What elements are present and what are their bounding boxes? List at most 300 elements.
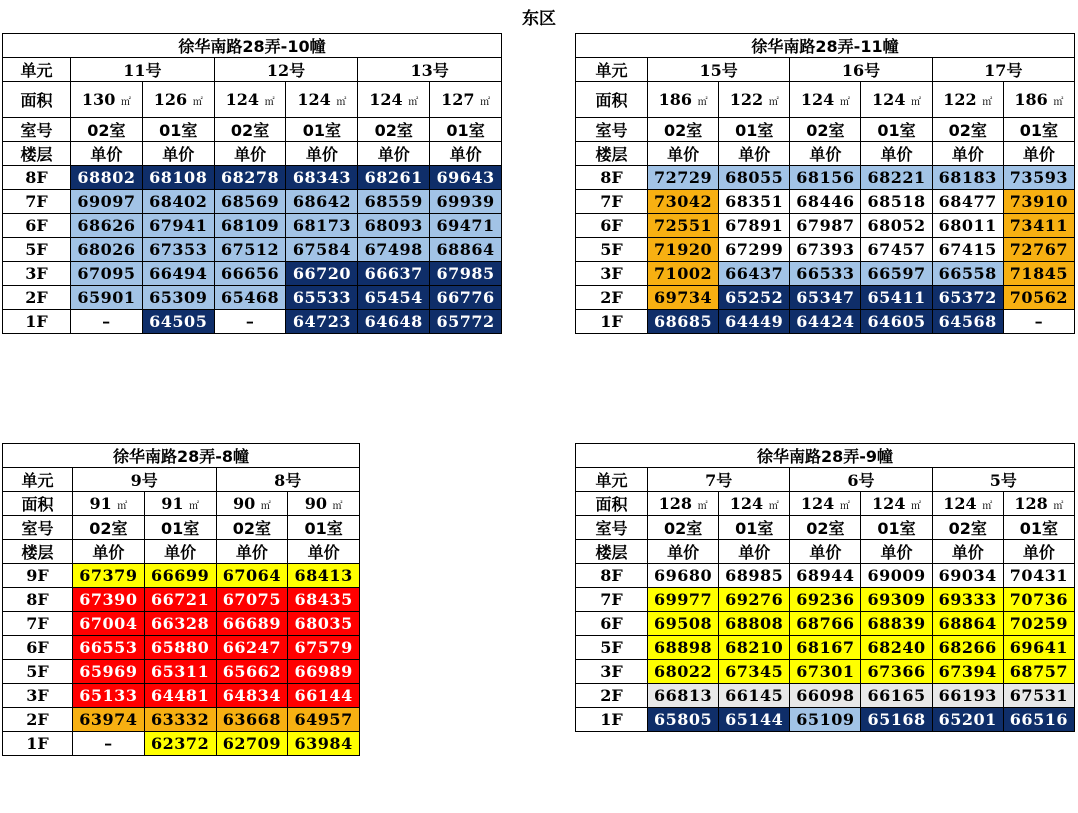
building-9-table [575, 443, 1075, 732]
price-cell: 68093 [358, 214, 430, 238]
floor-row [3, 732, 360, 756]
price-cell: 69236 [790, 588, 861, 612]
floor-row [576, 190, 1075, 214]
room-row [3, 516, 360, 540]
room-cell: 02室 [648, 118, 719, 142]
price-cell: 69641 [1003, 636, 1074, 660]
area-unit: ㎡ [120, 97, 131, 108]
room-cell: 01室 [1003, 118, 1074, 142]
area-label: 面积 [576, 82, 648, 118]
area-cell [648, 82, 719, 118]
floor-cell: 3F [576, 262, 648, 286]
price-cell: 66699 [144, 564, 216, 588]
price-cell: 66776 [430, 286, 502, 310]
price-cell: 69508 [648, 612, 719, 636]
price-cell: 69309 [861, 588, 932, 612]
price-cell: 69680 [648, 564, 719, 588]
floor-cell: 9F [3, 564, 73, 588]
room-label: 室号 [3, 118, 71, 142]
building-8-table [2, 443, 360, 756]
price-cell: 66193 [932, 684, 1003, 708]
unit-price-label: 单价 [719, 142, 790, 166]
price-cell: 66813 [648, 684, 719, 708]
price-cell: 62372 [144, 732, 216, 756]
area-cell [286, 82, 358, 118]
price-cell: 72551 [648, 214, 719, 238]
area-row [576, 492, 1075, 516]
price-cell: 65109 [790, 708, 861, 732]
price-cell: – [1003, 310, 1074, 334]
floor-label: 楼层 [3, 142, 71, 166]
area-unit: ㎡ [768, 501, 779, 512]
zone-title: 东区 [522, 9, 556, 29]
unit-cell: 15号 [648, 58, 790, 82]
price-cell: 65662 [216, 660, 288, 684]
area-cell [719, 492, 790, 516]
unit-price-label: 单价 [861, 142, 932, 166]
area-unit: ㎡ [408, 97, 419, 108]
room-cell: 02室 [790, 118, 861, 142]
price-cell: 68569 [214, 190, 286, 214]
area-cell [790, 492, 861, 516]
price-cell: 69643 [430, 166, 502, 190]
area-unit: ㎡ [911, 501, 922, 512]
floor-cell: 7F [576, 190, 648, 214]
area-cell [216, 492, 288, 516]
price-cell: 67366 [861, 660, 932, 684]
room-cell: 01室 [142, 118, 214, 142]
building-11-table [575, 33, 1075, 334]
price-cell: 66721 [144, 588, 216, 612]
unit-cell: 16号 [790, 58, 932, 82]
price-cell: 67985 [430, 262, 502, 286]
floor-cell: 8F [3, 166, 71, 190]
floor-cell: 6F [576, 214, 648, 238]
price-rows [576, 564, 1075, 732]
floor-cell: 3F [576, 660, 648, 684]
title-row [3, 34, 502, 58]
area-cell [1003, 492, 1074, 516]
area-value: 90 [232, 494, 256, 513]
floor-row [576, 310, 1075, 334]
area-cell [861, 492, 932, 516]
room-cell: 01室 [144, 516, 216, 540]
unit-price-label: 单价 [932, 540, 1003, 564]
price-cell: 64568 [932, 310, 1003, 334]
floor-cell: 1F [3, 732, 73, 756]
area-row [3, 82, 502, 118]
floor-row [576, 660, 1075, 684]
floor-cell: 8F [576, 564, 648, 588]
price-cell: 67075 [216, 588, 288, 612]
price-cell: 66533 [790, 262, 861, 286]
area-value: 91 [89, 494, 112, 513]
price-cell: 65252 [719, 286, 790, 310]
floor-cell: 6F [3, 214, 71, 238]
room-label: 室号 [576, 118, 648, 142]
area-cell [932, 492, 1003, 516]
price-cell: 66247 [216, 636, 288, 660]
price-cell: 67064 [216, 564, 288, 588]
price-cell: 65411 [861, 286, 932, 310]
area-value: 124 [800, 494, 835, 513]
floor-row [3, 190, 502, 214]
price-cell: 66553 [73, 636, 145, 660]
area-value: 124 [872, 90, 906, 109]
price-cell: 64957 [288, 708, 360, 732]
unit-label: 单元 [3, 58, 71, 82]
floor-cell: 1F [3, 310, 71, 334]
room-cell: 01室 [719, 118, 790, 142]
area-label: 面积 [3, 492, 73, 516]
area-unit: ㎡ [982, 97, 993, 108]
floor-row [3, 684, 360, 708]
area-unit: ㎡ [260, 501, 271, 512]
floor-row [576, 564, 1075, 588]
room-label: 室号 [576, 516, 648, 540]
area-unit: ㎡ [336, 97, 347, 108]
unit-price-label: 单价 [648, 540, 719, 564]
area-unit: ㎡ [697, 97, 708, 108]
unit-label: 单元 [3, 468, 73, 492]
unit-price-label: 单价 [1003, 142, 1074, 166]
floor-header-row [3, 540, 360, 564]
price-rows [3, 166, 502, 334]
area-cell [719, 82, 790, 118]
room-cell: 01室 [286, 118, 358, 142]
price-cell: 69333 [932, 588, 1003, 612]
unit-price-label: 单价 [288, 540, 360, 564]
floor-cell: 5F [576, 636, 648, 660]
area-value: 128 [1014, 494, 1048, 513]
table-title: 徐华南路28弄-11幢 [576, 34, 1075, 58]
area-unit: ㎡ [697, 501, 708, 512]
unit-price-label: 单价 [73, 540, 145, 564]
area-unit: ㎡ [839, 501, 850, 512]
floor-row [3, 564, 360, 588]
unit-cell: 7号 [648, 468, 790, 492]
price-cell: 65201 [932, 708, 1003, 732]
area-cell [932, 82, 1003, 118]
price-cell: 65168 [861, 708, 932, 732]
price-cell: 68864 [932, 612, 1003, 636]
title-row [3, 444, 360, 468]
price-cell: 67394 [932, 660, 1003, 684]
floor-row [3, 588, 360, 612]
room-cell: 02室 [214, 118, 286, 142]
floor-cell: 5F [3, 660, 73, 684]
floor-label: 楼层 [3, 540, 73, 564]
price-cell: 72767 [1003, 238, 1074, 262]
area-cell [142, 82, 214, 118]
price-cell: 68944 [790, 564, 861, 588]
price-cell: 66720 [286, 262, 358, 286]
floor-cell: 6F [3, 636, 73, 660]
price-cell: 68109 [214, 214, 286, 238]
unit-price-label: 单价 [1003, 540, 1074, 564]
area-value: 124 [872, 494, 906, 513]
price-cell: 63984 [288, 732, 360, 756]
price-cell: 67987 [790, 214, 861, 238]
price-cell: 67415 [932, 238, 1003, 262]
price-cell: 68435 [288, 588, 360, 612]
price-cell: 66145 [719, 684, 790, 708]
room-cell: 02室 [790, 516, 861, 540]
price-rows [3, 564, 360, 756]
area-value: 186 [1014, 90, 1048, 109]
unit-price-label: 单价 [790, 540, 861, 564]
floor-cell: 2F [3, 286, 71, 310]
unit-price-label: 单价 [286, 142, 358, 166]
price-cell: 67579 [288, 636, 360, 660]
price-cell: 68156 [790, 166, 861, 190]
floor-label: 楼层 [576, 540, 648, 564]
unit-label: 单元 [576, 468, 648, 492]
unit-row [3, 468, 360, 492]
floor-row [3, 214, 502, 238]
price-cell: 65347 [790, 286, 861, 310]
price-cell: 68055 [719, 166, 790, 190]
floor-row [576, 636, 1075, 660]
price-cell: 65533 [286, 286, 358, 310]
unit-cell: 8号 [216, 468, 360, 492]
area-row [576, 82, 1075, 118]
price-cell: 65454 [358, 286, 430, 310]
floor-row [576, 166, 1075, 190]
floor-cell: 8F [576, 166, 648, 190]
area-value: 124 [369, 90, 403, 109]
price-cell: 65969 [73, 660, 145, 684]
floor-cell: 8F [3, 588, 73, 612]
price-cell: 70431 [1003, 564, 1074, 588]
price-cell: 71845 [1003, 262, 1074, 286]
area-cell [144, 492, 216, 516]
price-cell: 68766 [790, 612, 861, 636]
floor-cell: 7F [3, 190, 71, 214]
area-unit: ㎡ [332, 501, 343, 512]
floor-cell: 2F [576, 684, 648, 708]
title-row [576, 444, 1075, 468]
unit-price-label: 单价 [790, 142, 861, 166]
area-label: 面积 [576, 492, 648, 516]
price-cell: 68559 [358, 190, 430, 214]
unit-cell: 11号 [71, 58, 215, 82]
price-cell: 68402 [142, 190, 214, 214]
area-unit: ㎡ [1053, 97, 1064, 108]
price-cell: 68167 [790, 636, 861, 660]
price-cell: 66989 [288, 660, 360, 684]
price-cell: 66494 [142, 262, 214, 286]
price-cell: 68808 [719, 612, 790, 636]
price-cell: 63974 [73, 708, 145, 732]
floor-cell: 3F [3, 262, 71, 286]
price-cell: 62709 [216, 732, 288, 756]
room-row [3, 118, 502, 142]
unit-price-label: 单价 [430, 142, 502, 166]
floor-row [576, 612, 1075, 636]
price-cell: 68477 [932, 190, 1003, 214]
room-cell: 02室 [216, 516, 288, 540]
price-cell: 67390 [73, 588, 145, 612]
area-value: 91 [161, 494, 184, 513]
unit-price-label: 单价 [144, 540, 216, 564]
room-cell: 01室 [861, 118, 932, 142]
price-cell: 67095 [71, 262, 143, 286]
price-cell: 70259 [1003, 612, 1074, 636]
price-cell: 70562 [1003, 286, 1074, 310]
floor-cell: 5F [576, 238, 648, 262]
area-value: 124 [225, 90, 259, 109]
price-cell: 73593 [1003, 166, 1074, 190]
price-cell: 66656 [214, 262, 286, 286]
price-cell: 67353 [142, 238, 214, 262]
room-cell: 02室 [73, 516, 145, 540]
price-cell: 65805 [648, 708, 719, 732]
price-cell: 64481 [144, 684, 216, 708]
unit-price-label: 单价 [932, 142, 1003, 166]
price-cell: 66328 [144, 612, 216, 636]
price-cell: 68011 [932, 214, 1003, 238]
unit-price-label: 单价 [648, 142, 719, 166]
unit-price-label: 单价 [71, 142, 143, 166]
floor-cell: 1F [576, 708, 648, 732]
price-cell: 64605 [861, 310, 932, 334]
price-cell: 69034 [932, 564, 1003, 588]
floor-cell: 5F [3, 238, 71, 262]
price-cell: 73042 [648, 190, 719, 214]
area-value: 90 [304, 494, 327, 513]
area-value: 124 [297, 90, 331, 109]
area-cell [861, 82, 932, 118]
area-unit: ㎡ [1053, 501, 1064, 512]
room-cell: 01室 [430, 118, 502, 142]
table-title: 徐华南路28弄-9幢 [576, 444, 1075, 468]
price-cell: 68626 [71, 214, 143, 238]
price-cell: 68266 [932, 636, 1003, 660]
price-cell: 67941 [142, 214, 214, 238]
price-cell: 68343 [286, 166, 358, 190]
unit-cell: 6号 [790, 468, 932, 492]
price-cell: 73910 [1003, 190, 1074, 214]
price-cell: 67345 [719, 660, 790, 684]
price-cell: 68210 [719, 636, 790, 660]
area-cell [358, 82, 430, 118]
floor-row [3, 636, 360, 660]
building-10-table [2, 33, 502, 334]
price-cell: 68446 [790, 190, 861, 214]
price-cell: 67498 [358, 238, 430, 262]
price-cell: 65311 [144, 660, 216, 684]
price-cell: 68898 [648, 636, 719, 660]
price-cell: 68351 [719, 190, 790, 214]
price-cell: 71920 [648, 238, 719, 262]
price-cell: 65309 [142, 286, 214, 310]
area-value: 124 [729, 494, 764, 513]
area-label: 面积 [3, 82, 71, 118]
price-cell: 68864 [430, 238, 502, 262]
price-cell: 64723 [286, 310, 358, 334]
price-cell: 66437 [719, 262, 790, 286]
price-cell: 69734 [648, 286, 719, 310]
price-cell: 68839 [861, 612, 932, 636]
price-cell: 64449 [719, 310, 790, 334]
price-cell: 66098 [790, 684, 861, 708]
area-value: 126 [153, 90, 188, 109]
price-cell: 68757 [1003, 660, 1074, 684]
price-cell: 67393 [790, 238, 861, 262]
area-value: 122 [943, 90, 977, 109]
price-cell: 68240 [861, 636, 932, 660]
price-cell: 68802 [71, 166, 143, 190]
area-cell [648, 492, 719, 516]
unit-price-label: 单价 [214, 142, 286, 166]
price-cell: 69009 [861, 564, 932, 588]
area-value: 124 [800, 90, 835, 109]
unit-row [3, 58, 502, 82]
price-cell: 68035 [288, 612, 360, 636]
price-cell: 70736 [1003, 588, 1074, 612]
price-cell: 67299 [719, 238, 790, 262]
unit-cell: 12号 [214, 58, 358, 82]
floor-cell: 6F [576, 612, 648, 636]
area-unit: ㎡ [480, 97, 491, 108]
price-cell: 68221 [861, 166, 932, 190]
area-unit: ㎡ [768, 97, 779, 108]
floor-cell: 1F [576, 310, 648, 334]
area-row [3, 492, 360, 516]
price-cell: 69471 [430, 214, 502, 238]
unit-cell: 5号 [932, 468, 1074, 492]
unit-row [576, 468, 1075, 492]
price-cell: 69939 [430, 190, 502, 214]
price-cell: 65901 [71, 286, 143, 310]
floor-row [3, 660, 360, 684]
price-cell: 64648 [358, 310, 430, 334]
price-cell: 68685 [648, 310, 719, 334]
area-value: 124 [943, 494, 977, 513]
room-cell: 02室 [358, 118, 430, 142]
area-cell [214, 82, 286, 118]
area-unit: ㎡ [189, 501, 200, 512]
price-cell: 68278 [214, 166, 286, 190]
table-title: 徐华南路28弄-10幢 [3, 34, 502, 58]
price-cell: 64505 [142, 310, 214, 334]
price-cell: 63332 [144, 708, 216, 732]
price-cell: – [214, 310, 286, 334]
area-value: 127 [441, 90, 475, 109]
room-cell: 01室 [288, 516, 360, 540]
floor-cell: 7F [3, 612, 73, 636]
floor-row [576, 588, 1075, 612]
floor-row [576, 262, 1075, 286]
area-unit: ㎡ [911, 97, 922, 108]
price-cell: 68183 [932, 166, 1003, 190]
price-cell: 67004 [73, 612, 145, 636]
floor-row [3, 708, 360, 732]
room-row [576, 118, 1075, 142]
room-cell: 02室 [932, 516, 1003, 540]
price-cell: 71002 [648, 262, 719, 286]
price-cell: 67512 [214, 238, 286, 262]
price-cell: 68413 [288, 564, 360, 588]
floor-row [576, 238, 1075, 262]
price-cell: 65880 [144, 636, 216, 660]
price-cell: 67457 [861, 238, 932, 262]
room-label: 室号 [3, 516, 73, 540]
price-cell: 66165 [861, 684, 932, 708]
price-cell: 66144 [288, 684, 360, 708]
floor-row [576, 708, 1075, 732]
